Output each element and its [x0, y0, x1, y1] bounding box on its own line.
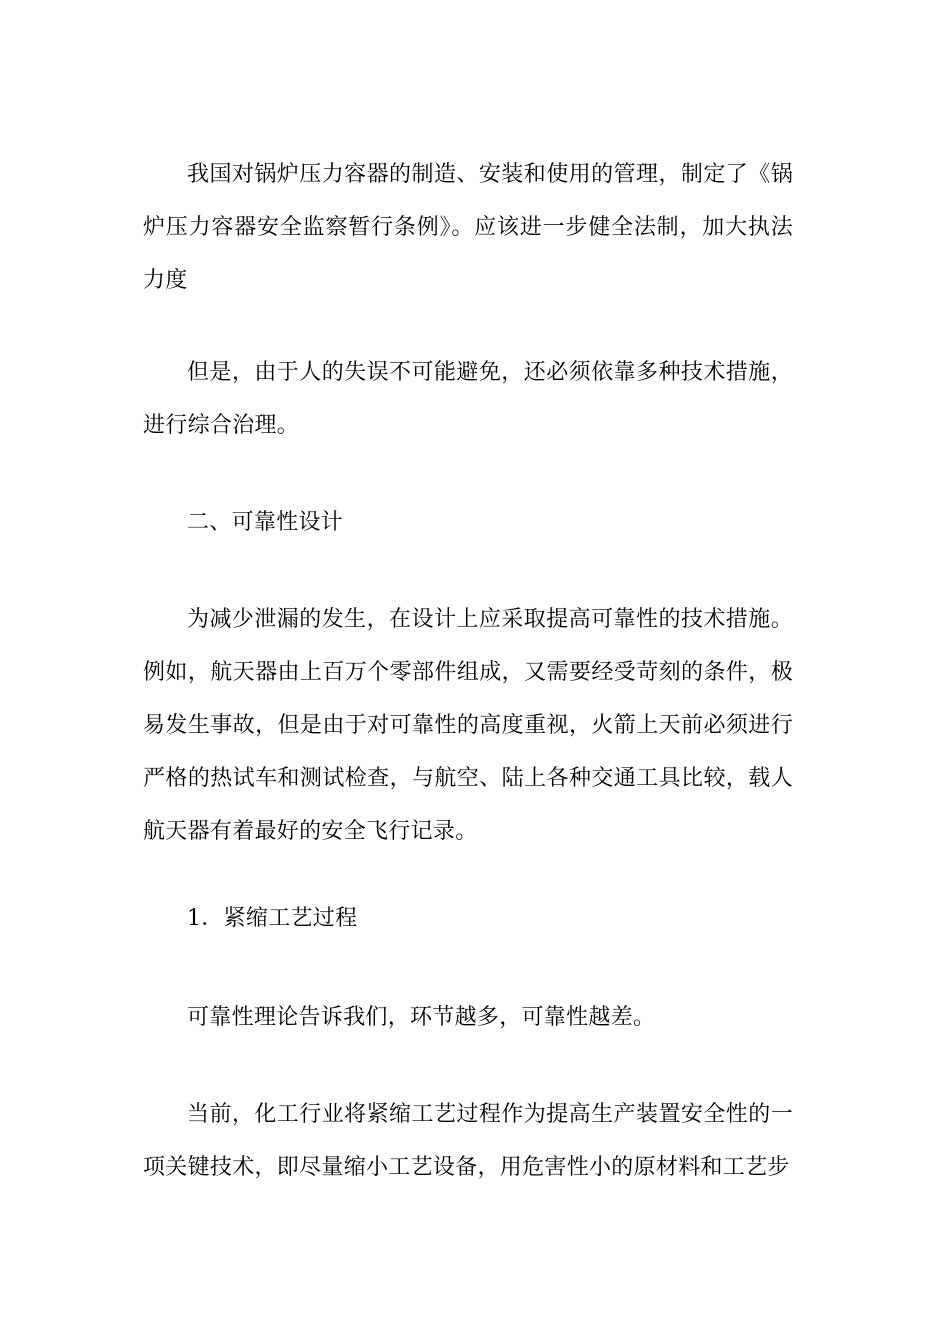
paragraph-boiler-regulation: 我国对锅炉压力容器的制造、安装和使用的管理，制定了《锅炉压力容器安全监察暂行条例》。应该进一步健全法制，加大执法力度	[143, 162, 793, 293]
subsection-heading-compact-process: 1．紧缩工艺过程	[187, 906, 358, 931]
paragraph-reliability-measures: 为减少泄漏的发生，在设计上应采取提高可靠性的技术措施。例如，航天器由上百万个零部件组成，又需要经受苛刻的条件，极易发生事故，但是由于对可靠性的高度重视，火箭上天前必须进行严格的热试车和测试检查，与航空、陆上各种交通工具比较，载人航天器有着最好的安全飞行记录。	[143, 607, 793, 844]
section-heading-reliability-design: 二、可靠性设计	[187, 510, 344, 535]
paragraph-reliability-theory: 可靠性理论告诉我们，环节越多，可靠性越差。	[187, 1005, 656, 1030]
paragraph-human-error: 但是，由于人的失误不可能避免，还必须依靠多种技术措施，进行综合治理。	[143, 360, 793, 438]
paragraph-chemical-industry: 当前，化工行业将紧缩工艺过程作为提高生产装置安全性的一项关键技术，即尽量缩小工艺设备，用危害性小的原材料和工艺步	[143, 1102, 793, 1180]
